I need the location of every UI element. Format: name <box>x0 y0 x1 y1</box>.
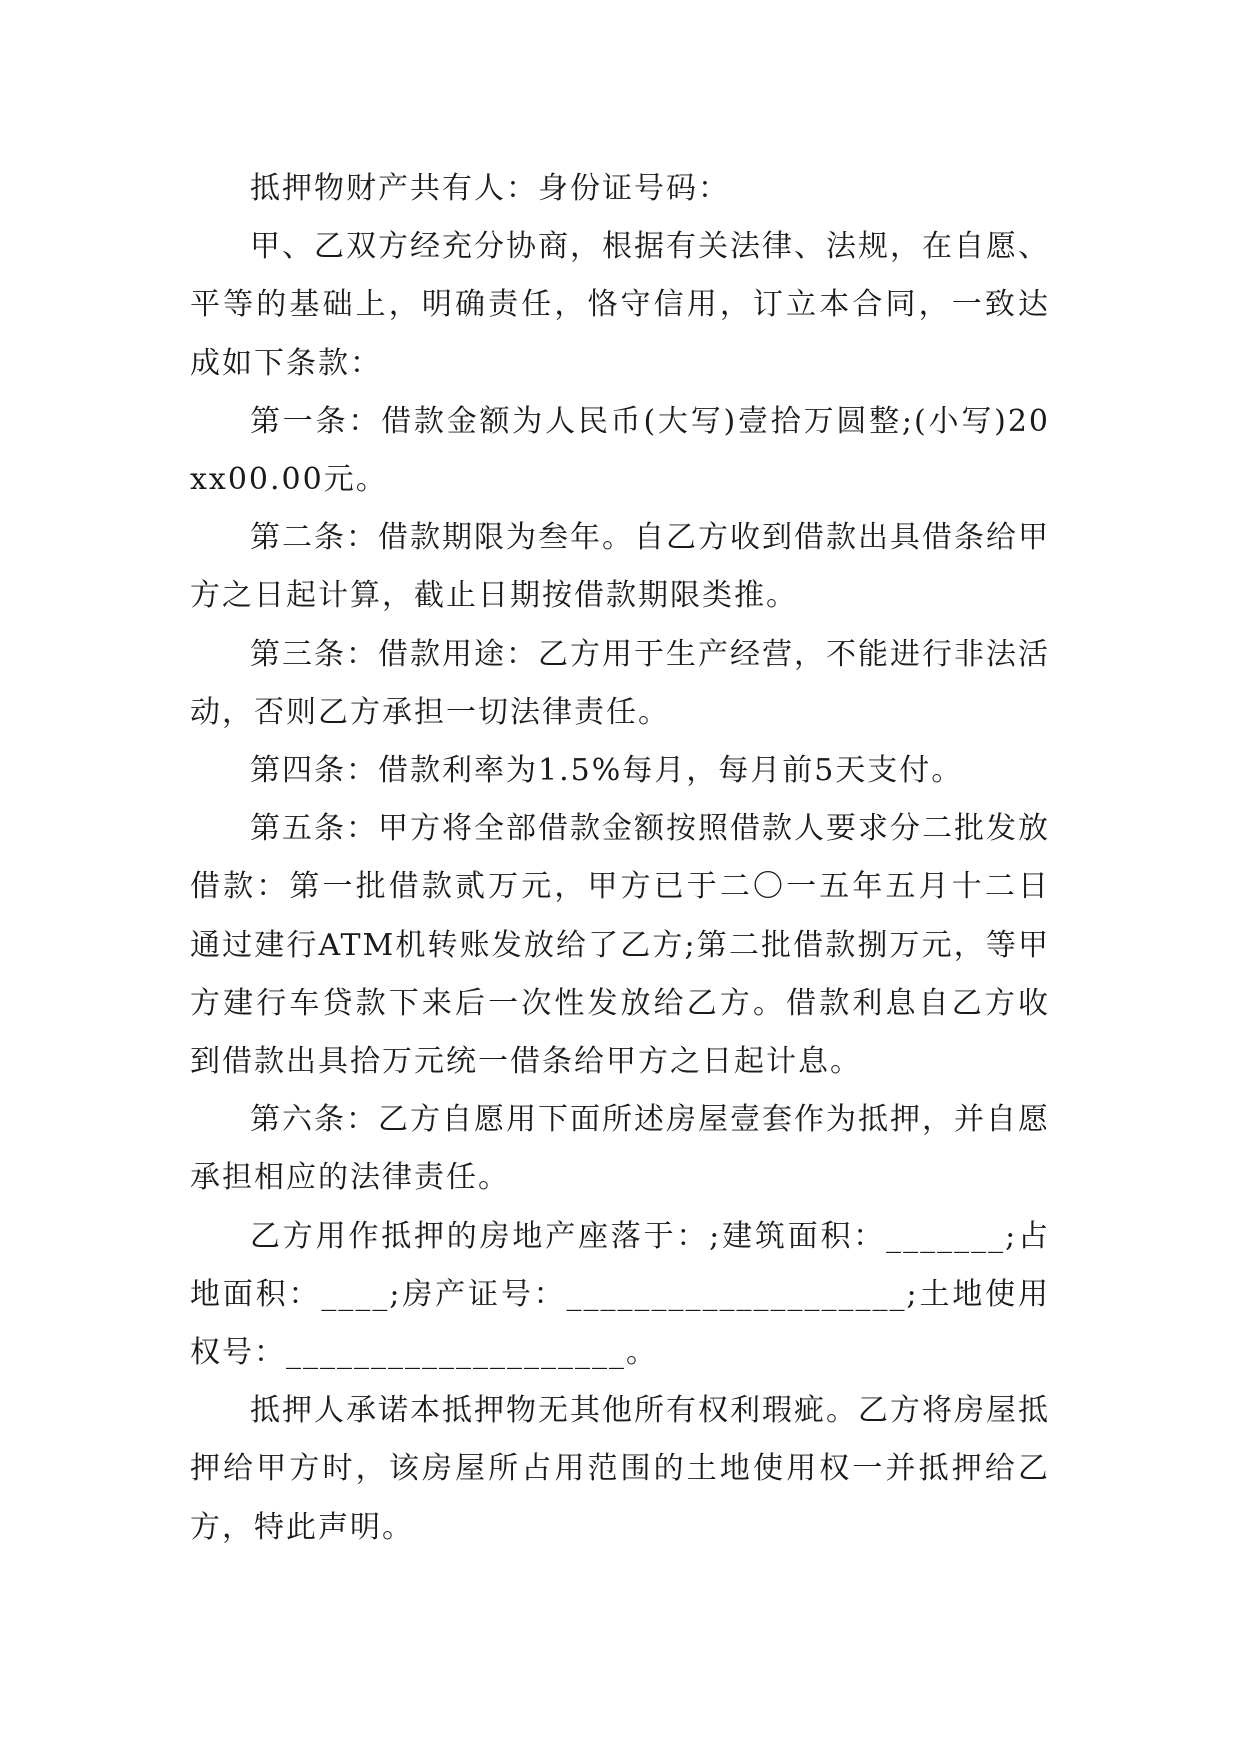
paragraph-article-1: 第一条：借款金额为人民币(大写)壹拾万圆整;(小写)20xx00.00元。 <box>190 403 1050 498</box>
paragraph-property-details: 乙方用作抵押的房地产座落于：;建筑面积：_______;占地面积：____;房产证号：____________________;土地使用权号：____________________。 <box>190 1218 1050 1371</box>
document-body <box>190 160 1050 1557</box>
paragraph-article-5: 第五条：甲方将全部借款金额按照借款人要求分二批发放借款：第一批借款贰万元，甲方已于二〇一五年五月十二日通过建行ATM机转账发放给了乙方;第二批借款捌万元，等甲方建行车贷款下来后一次性发放给乙方。借款利息自乙方收到借款出具拾万元统一借条给甲方之日起计息。 <box>190 811 1050 1080</box>
paragraph-article-3: 第三条：借款用途：乙方用于生产经营，不能进行非法活动，否则乙方承担一切法律责任。 <box>190 636 1050 730</box>
paragraph-article-4: 第四条：借款利率为1.5%每月，每月前5天支付。 <box>250 753 964 789</box>
paragraph-co-owner: 抵押物财产共有人：身份证号码： <box>250 171 730 206</box>
paragraph-article-6: 第六条：乙方自愿用下面所述房屋壹套作为抵押，并自愿承担相应的法律责任。 <box>190 1102 1050 1196</box>
paragraph-declaration: 抵押人承诺本抵押物无其他所有权利瑕疵。乙方将房屋抵押给甲方时，该房屋所占用范围的土地使用权一并抵押给乙方，特此声明。 <box>190 1393 1050 1545</box>
paragraph-preamble: 甲、乙双方经充分协商，根据有关法律、法规，在自愿、平等的基础上，明确责任，恪守信用，订立本合同，一致达成如下条款： <box>190 229 1050 381</box>
paragraph-article-2: 第二条：借款期限为叁年。自乙方收到借款出具借条给甲方之日起计算，截止日期按借款期限类推。 <box>190 520 1050 614</box>
